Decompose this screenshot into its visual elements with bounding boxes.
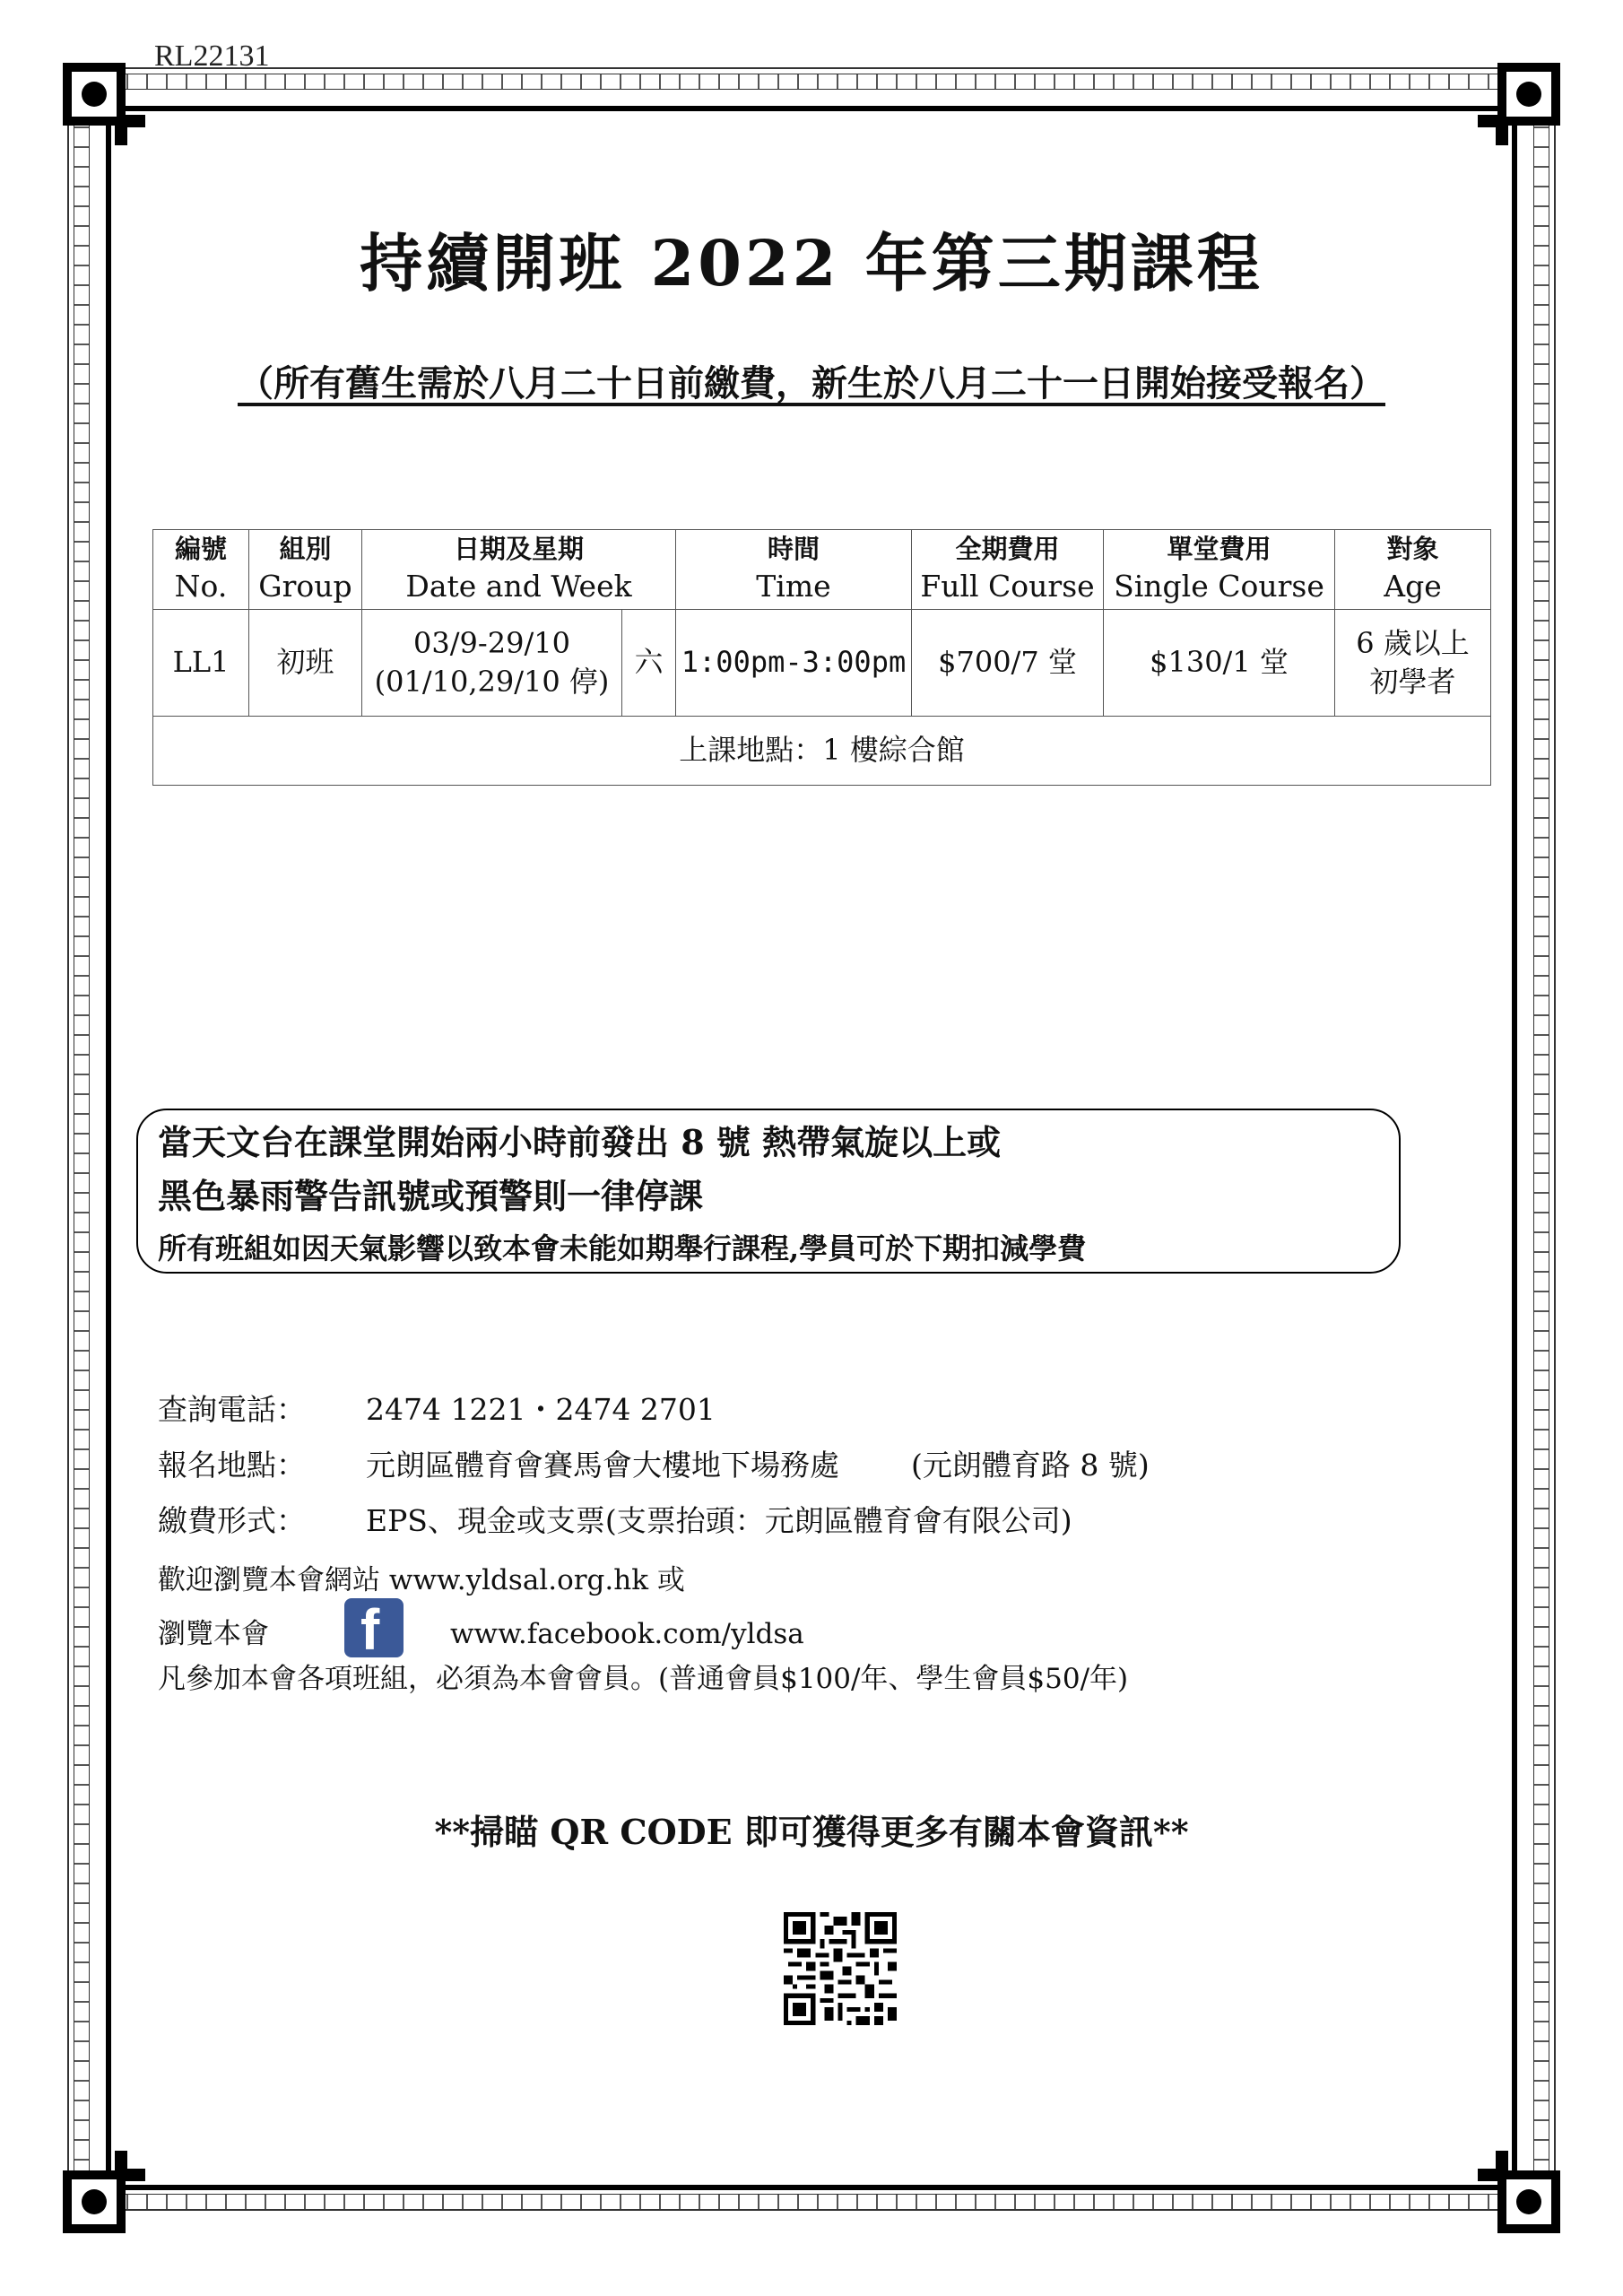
page-title: 持續開班 2022 年第三期課程 bbox=[360, 226, 1263, 300]
table-row bbox=[153, 610, 1491, 717]
table-header-row bbox=[153, 530, 1491, 610]
cell-single-fee: $130/1 堂 bbox=[1104, 610, 1335, 717]
cell-full-fee: $700/7 堂 bbox=[912, 610, 1104, 717]
notice-line-3: 所有班組如因天氣影響以致本會未能如期舉行課程,學員可於下期扣減學費 bbox=[158, 1231, 1087, 1265]
document-code: RL22131 bbox=[154, 39, 270, 73]
cell-weekday: 六 bbox=[622, 610, 676, 717]
frame-strip-bottom bbox=[69, 2194, 1554, 2210]
header-date: 日期及星期 Date and Week bbox=[362, 530, 676, 610]
phone-label: 查詢電話： bbox=[158, 1392, 306, 1427]
weather-notice-box bbox=[136, 1109, 1401, 1274]
cell-time: 1:00pm-3:00pm bbox=[676, 610, 912, 717]
payment-line bbox=[158, 1498, 1072, 1540]
notice-line-1: 當天文台在課堂開始兩小時前發出 8 號 熱帶氣旋以上或 bbox=[158, 1122, 1002, 1162]
address-label: 報名地點： bbox=[158, 1448, 306, 1483]
address-line bbox=[158, 1442, 1150, 1484]
frame-strip-top bbox=[69, 74, 1554, 90]
facebook-line bbox=[158, 1611, 804, 1651]
phone-line bbox=[158, 1387, 716, 1429]
cell-age: 6 歲以上 初學者 bbox=[1335, 610, 1491, 717]
page-subtitle: （所有舊生需於八月二十日前繳費，新生於八月二十一日開始接受報名） bbox=[238, 362, 1385, 404]
facebook-icon[interactable]: f bbox=[344, 1598, 404, 1657]
cell-date: 03/9-29/10 (01/10,29/10 停) bbox=[362, 610, 622, 717]
facebook-url[interactable]: www.facebook.com/yldsa bbox=[450, 1618, 804, 1650]
notice-line-2: 黑色暴雨警告訊號或預警則一律停課 bbox=[158, 1176, 704, 1216]
course-table bbox=[152, 529, 1491, 786]
payment-value: EPS、現金或支票(支票抬頭：元朗區體育會有限公司) bbox=[366, 1503, 1072, 1538]
header-time: 時間 Time bbox=[676, 530, 912, 610]
corner-ornament-icon bbox=[63, 63, 145, 145]
corner-ornament-icon bbox=[63, 2151, 145, 2233]
membership-line: 凡參加本會各項班組，必須為本會會員。(普通會員$100/年、學生會員$50/年) bbox=[158, 1663, 1129, 1695]
payment-label: 繳費形式： bbox=[158, 1503, 306, 1538]
venue-row bbox=[153, 717, 1491, 786]
facebook-prefix: 瀏覽本會 bbox=[158, 1618, 269, 1650]
website-line: 歡迎瀏覽本會網站 www.yldsal.org.hk 或 bbox=[158, 1564, 685, 1596]
cell-group: 初班 bbox=[249, 610, 362, 717]
header-single-course: 單堂費用 Single Course bbox=[1104, 530, 1335, 610]
header-full-course: 全期費用 Full Course bbox=[912, 530, 1104, 610]
qr-code-icon[interactable] bbox=[784, 1912, 897, 2025]
qr-caption: **掃瞄 QR CODE 即可獲得更多有關本會資訊** bbox=[434, 1812, 1189, 1852]
header-age: 對象 Age bbox=[1335, 530, 1491, 610]
corner-ornament-icon bbox=[1478, 2151, 1560, 2233]
address-value: 元朗區體育會賽馬會大樓地下場務處 bbox=[366, 1448, 839, 1483]
cell-no: LL1 bbox=[153, 610, 249, 717]
phone-value: 2474 1221・2474 2701 bbox=[366, 1392, 716, 1427]
header-no: 編號 No. bbox=[153, 530, 249, 610]
corner-ornament-icon bbox=[1478, 63, 1560, 145]
address-note: (元朗體育路 8 號) bbox=[911, 1448, 1150, 1483]
venue-cell: 上課地點：1 樓綜合館 bbox=[153, 717, 1491, 786]
header-group: 組別 Group bbox=[249, 530, 362, 610]
